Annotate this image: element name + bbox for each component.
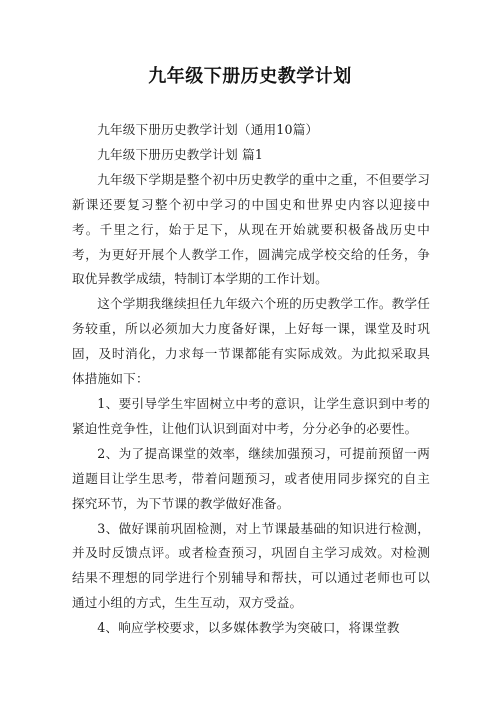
measure-paragraph: 1、要引导学生牢固树立中考的意识，让学生意识到中考的紧迫性竞争性，让他们认识到面对中考，分分必争的必要性。 [72, 395, 430, 436]
measure-paragraph: 3、做好课前巩固检测，对上节课最基础的知识进行检测，并及时反馈点评。或者检查预习，巩固自主学习成效。对检测结果不理想的同学进行个别辅导和帮扶，可以通过老师也可以通过小组的方式，生生互动，双方受益。 [72, 520, 430, 611]
subtitle-paragraph: 九年级下册历史教学计划（通用10篇） [97, 122, 319, 137]
document-body [72, 118, 430, 641]
section-heading: 九年级下册历史教学计划 篇1 [97, 146, 264, 162]
document-title: 九年级下册历史教学计划 [148, 66, 352, 87]
body-paragraph: 九年级下学期是整个初中历史教学的重中之重，不但要学习新课还要复习整个初中学习的中国史和世界史内容以迎接中考。千里之行，始于足下，从现在开始就要积极备战历史中考，为更好开展个人教学工作，圆满完成学校交给的任务，争取优异教学成绩，特制订本学期的工作计划。 [72, 171, 430, 287]
measure-paragraph: 2、为了提高课堂的效率，继续加强预习，可提前预留一两道题目让学生思考，带着问题预习，或者使用同步探究的自主探究环节，为下节课的教学做好准备。 [72, 445, 430, 511]
measure-paragraph: 4、响应学校要求，以多媒体教学为突破口，将课堂教 [97, 620, 400, 636]
body-paragraph: 这个学期我继续担任九年级六个班的历史教学工作。教学任务较重，所以必须加大力度备好课，上好每一课，课堂及时巩固，及时消化，力求每一节课都能有实际成效。为此拟采取具体措施如下： [72, 296, 430, 387]
